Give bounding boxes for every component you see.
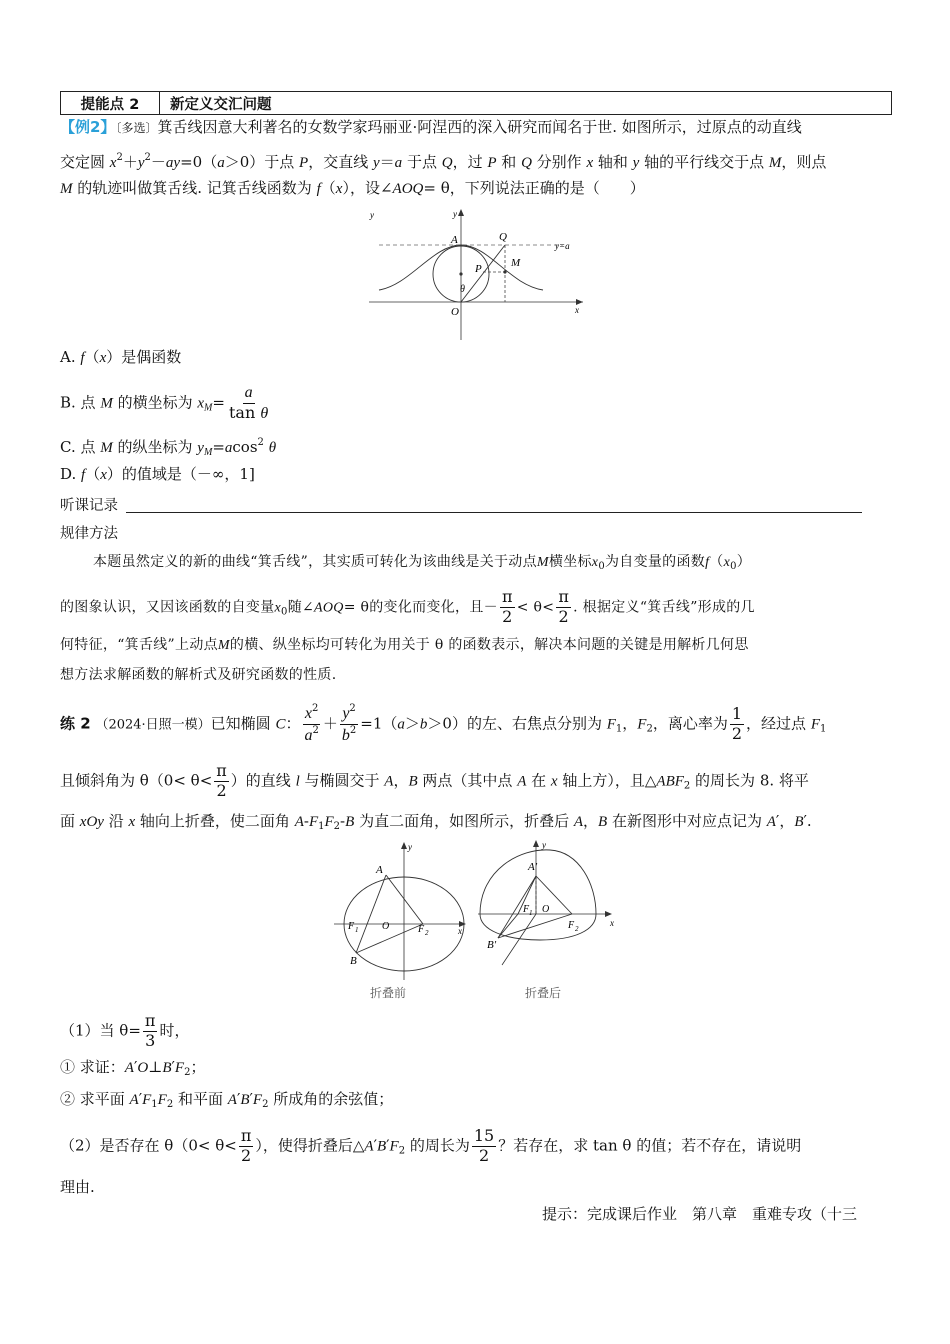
example-line-1: 【例2】〔多选〕箕舌线因意大利著名的女数学家玛丽亚·阿涅西的深入研究而闻名于世. 如图所示，过原点的动直线: [60, 118, 802, 136]
svg-text:O: O: [542, 904, 550, 915]
svg-text:2: 2: [425, 929, 429, 937]
svg-text:A: A: [451, 234, 458, 246]
record-line: [126, 512, 862, 513]
multi-choice-tag: 〔多选〕: [115, 121, 158, 135]
example-line-3: M 的轨迹叫做箕舌线. 记箕舌线函数为 f（x），设∠AOQ= θ，下列说法正确的是（ ）: [60, 179, 645, 197]
question-2-cont: 理由.: [60, 1178, 95, 1196]
method-line-4: 想方法求解函数的解析式及研究函数的性质.: [60, 667, 337, 683]
svg-text:F: F: [568, 920, 575, 931]
label-y: y: [370, 210, 374, 220]
example-tag: 【例2】: [60, 118, 116, 136]
practice-line-3: 面 xOy 沿 x 轴向上折叠，使二面角 $A-F_1F_2-B$ 为直二面角，如图所示，折叠后 A，B 在新图形中对应点记为 A′，B′.: [60, 812, 812, 832]
svg-text:x: x: [458, 926, 462, 936]
question-2: （2）是否存在 θ（0< θ< $\frac{\pi}{2}$ ），使得折叠后$\triangle A'B'F_2$ 的周长为 $\frac{15}{2}$ ？若存在，求 tan θ 的值；若不存在，请说明: [60, 1126, 802, 1165]
method-title: 规律方法: [60, 526, 118, 542]
before-fold-diagram: [334, 842, 466, 980]
svg-text:M: M: [511, 257, 521, 269]
svg-text:x: x: [610, 918, 614, 928]
svg-text:O: O: [382, 921, 390, 932]
svg-text:x: x: [575, 305, 579, 315]
question-1: （1）当 θ= $\frac{\pi}{3}$ 时，: [60, 1011, 190, 1050]
example-line-2: 交定圆 $x^2+y^2-ay=0(a>0)$于点 P，交直线 y＝a 于点 Q，过 P 和 Q 分别作 x 轴和 y 轴的平行线交于点 M，则点: [60, 152, 827, 171]
svg-text:F: F: [523, 904, 530, 915]
question-1-1: ① 求证：$A'O\perp B'F_2$；: [60, 1058, 206, 1078]
svg-text:F: F: [418, 924, 425, 935]
after-fold-diagram: [478, 840, 614, 965]
svg-text:F: F: [348, 921, 355, 932]
svg-text:θ: θ: [460, 284, 465, 295]
folding-figure: [330, 840, 630, 1005]
svg-text:O: O: [451, 306, 459, 318]
practice-line-1: 练 2 （2024·日照一模）已知椭圆 C： $\frac{x^2}{a^2}$ ＋ $\frac{y^2}{b^2}$ =1（a＞b＞0）的左、右焦点分别为 $F_1$，$F_2$，离心率为 $\frac{1}{2}$ ，经过点 $F_1$: [60, 703, 827, 744]
svg-text:P: P: [475, 263, 482, 275]
option-b[interactable]: B. 点 M 的横坐标为 $x_M=$ $\frac{a}{\text{tan θ}}$: [60, 384, 269, 422]
caption-after: 折叠后: [525, 986, 562, 1000]
point-label: 提能点 2: [61, 92, 160, 114]
svg-text:y: y: [542, 840, 546, 850]
option-a[interactable]: A. f（x）是偶函数: [60, 348, 182, 366]
method-line-1: 本题虽然定义的新的曲线“箕舌线”，其实质可转化为该曲线是关于动点M横坐标$x_0$为自变量的函数$f(x_0)$: [93, 554, 752, 572]
method-line-2: 的图象认识，又因该函数的自变量$x_0$随∠AOQ= θ的变化而变化，且－ $\frac{\pi}{2}$ < θ< $\frac{\pi}{2}$ . 根据定义“箕舌线”形成的几: [60, 587, 755, 626]
svg-text:2: 2: [575, 925, 579, 933]
option-d[interactable]: D. f（x）的值域是（－∞，1]: [60, 465, 255, 483]
point-title: 新定义交汇问题: [170, 96, 272, 113]
footer-hint: 提示：完成课后作业 第八章 重难专攻（十三: [542, 1205, 858, 1223]
svg-text:1: 1: [529, 909, 533, 917]
svg-text:y=a: y=a: [555, 241, 570, 251]
svg-text:Q: Q: [499, 231, 507, 243]
svg-text:B: B: [350, 955, 357, 967]
option-c[interactable]: C. 点 M 的纵坐标为 $y_M=acos^2$ θ: [60, 437, 277, 458]
svg-text:y: y: [453, 209, 457, 219]
svg-text:A: A: [376, 864, 383, 876]
svg-text:A′: A′: [528, 861, 538, 873]
svg-text:y: y: [408, 842, 412, 852]
practice-line-2: 且倾斜角为 θ（0< θ< $\frac{\pi}{2}$ ）的直线 l 与椭圆交于 A，B 两点（其中点 A 在 x 轴上方），且$\triangle ABF_2$ 的周长为 8. 将平: [60, 761, 809, 800]
caption-before: 折叠前: [370, 986, 407, 1000]
moving-line: [461, 245, 505, 302]
svg-text:B′: B′: [487, 939, 497, 951]
witch-curve-figure: [365, 205, 595, 345]
question-1-2: ② 求平面 $A'F_1F_2$ 和平面 $A'B'F_2$ 所成角的余弦值；: [60, 1090, 394, 1110]
record-label: 听课记录: [60, 498, 118, 514]
practice-label: 练 2: [60, 714, 91, 733]
section-header: [60, 91, 892, 115]
svg-text:1: 1: [355, 926, 359, 934]
method-line-3: 何特征，“箕舌线”上动点M的横、纵坐标均可转化为用关于 θ 的函数表示，解决本问题的关键是用解析几何思: [60, 637, 749, 653]
